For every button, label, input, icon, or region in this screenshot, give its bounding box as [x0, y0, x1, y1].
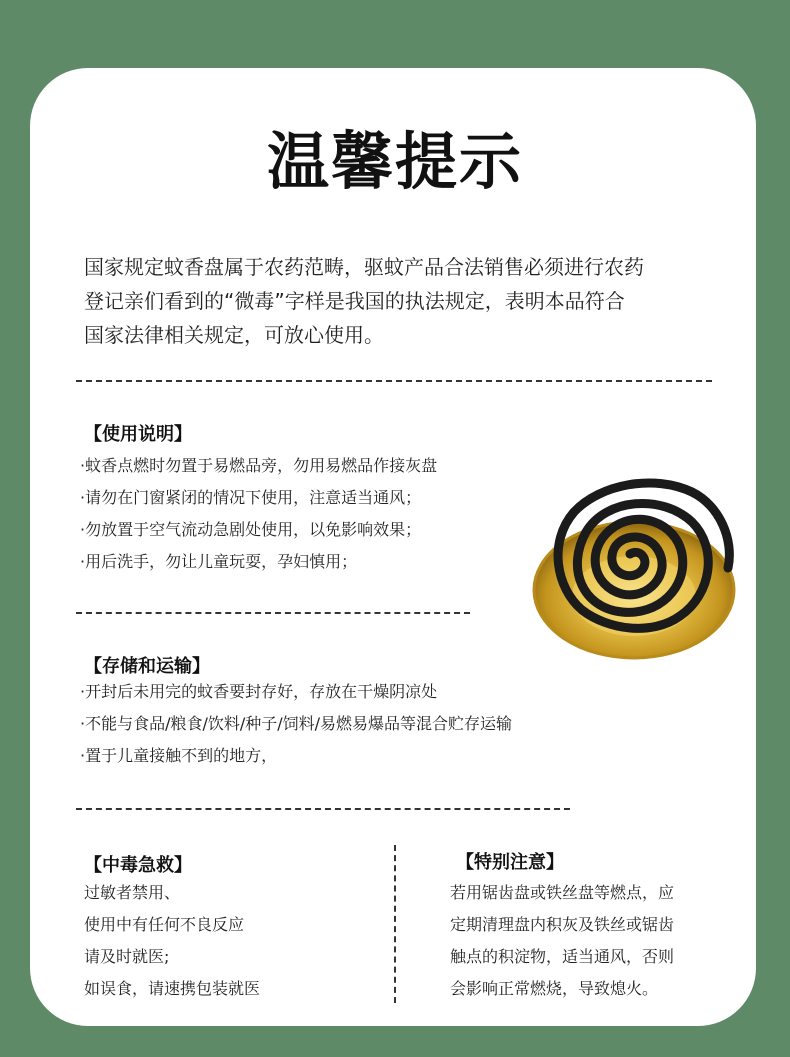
divider — [76, 380, 712, 382]
column-divider — [394, 845, 396, 1003]
special-list — [450, 877, 674, 1005]
intro-paragraph — [84, 250, 714, 352]
list-item: ·置于儿童接触不到的地方， — [80, 746, 278, 765]
poison-list — [84, 877, 260, 1005]
list-item: 定期清理盘内积灰及铁丝或锯齿 — [450, 915, 675, 934]
list-item: 如误食，请速携包装就医 — [84, 979, 261, 998]
list-item: ·蚊香点燃时勿置于易燃品旁，勿用易燃品作接灰盘 — [80, 456, 438, 475]
list-item: 若用锯齿盘或铁丝盘等燃点，应 — [450, 883, 675, 902]
intro-line: 国家规定蚊香盘属于农药范畴，驱蚊产品合法销售必须进行农药 — [84, 255, 644, 279]
poison-title: 【中毒急救】 — [84, 855, 192, 876]
mosquito-coil-image — [530, 470, 736, 662]
divider — [76, 612, 470, 614]
list-item: 触点的积淀物，适当通风，否则 — [450, 947, 675, 966]
special-title: 【特别注意】 — [456, 852, 564, 873]
storage-title: 【存储和运输】 — [84, 656, 210, 677]
list-item: 请及时就医; — [84, 947, 170, 966]
usage-list — [80, 450, 437, 578]
list-item: ·用后洗手，勿让儿童玩耍，孕妇慎用； — [80, 552, 358, 571]
list-item: 使用中有任何不良反应 — [84, 915, 245, 934]
divider — [76, 808, 570, 810]
list-item: 会影响正常燃烧，导致熄火。 — [450, 979, 659, 998]
usage-title: 【使用说明】 — [84, 424, 192, 445]
intro-line: 登记亲们看到的“微毒”字样是我国的执法规定，表明本品符合 — [84, 289, 625, 313]
list-item: ·请勿在门窗紧闭的情况下使用，注意适当通风； — [80, 488, 422, 507]
list-item: ·不能与食品/粮食/饮料/种子/饲料/易燃易爆品等混合贮存运输 — [80, 714, 513, 733]
storage-list — [80, 676, 512, 772]
intro-line: 国家法律相关规定，可放心使用。 — [84, 323, 384, 347]
list-item: 过敏者禁用、 — [84, 883, 181, 902]
page-title: 温馨提示 — [266, 125, 523, 198]
list-item: ·开封后未用完的蚊香要封存好，存放在干燥阴凉处 — [80, 682, 438, 701]
list-item: ·勿放置于空气流动急剧处使用，以免影响效果； — [80, 520, 422, 539]
